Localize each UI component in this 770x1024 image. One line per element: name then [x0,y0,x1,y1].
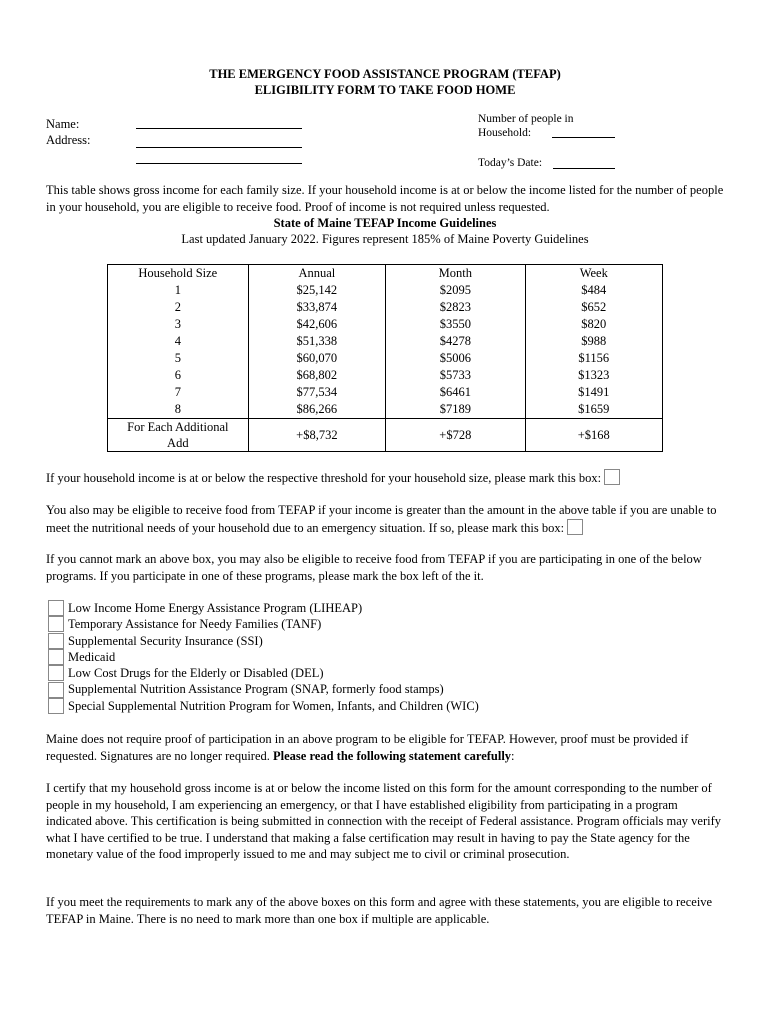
table-row [108,333,663,350]
proof-bold-text: Please read the following statement carefully [273,748,512,763]
table-header: Annual [248,265,385,283]
table-cell: +$728 [386,419,525,452]
list-item [48,616,728,632]
table-cell: 8 [108,401,249,419]
table-title: State of Maine TEFAP Income Guidelines [273,216,497,230]
certification-paragraph: I certify that my household gross income is at or below the income listed on this form for the amount corresponding to the number of people in my household, I am experiencing an emergency, or that I have established eligibility from participating in a program indicated above. This certification is being submitted in connection with the receipt of Federal assistance. Program officials may verify what I have certified to be true. I understand that making a false certification may result in having to pay the State agency for the monetary value of the food improperly issued to me and may subject me to civil or criminal prosecution. [46,781,722,861]
emergency-text: You also may be eligible to receive food from TEFAP if your income is greater than the amount in the above table if you are unable to meet the nutritional needs of your household due to an emergency situation. If so, please mark this box: [46,503,717,535]
program-checkbox-del[interactable] [48,665,64,681]
date-label: Today’s Date: [478,157,543,169]
table-header-row [108,265,663,283]
table-cell: +$168 [525,419,662,452]
program-checkbox-medicaid[interactable] [48,649,64,665]
table-cell: $4278 [386,333,525,350]
table-cell: $1156 [525,350,662,367]
name-label: Name: [46,117,80,131]
address-label: Address: [46,133,91,147]
program-checkbox-ssi[interactable] [48,633,64,649]
table-cell: $42,606 [248,316,385,333]
closing-paragraph: If you meet the requirements to mark any of the above boxes on this form and agree with these statements, you are eligible to receive TEFAP in Maine. There is no need to mark more than one box if multiple are applicable. [46,895,713,926]
table-subtitle: Last updated January 2022. Figures represent 185% of Maine Poverty Guidelines [181,232,589,246]
address-field-line2[interactable] [136,152,302,164]
table-row [108,384,663,401]
table-cell: $7189 [386,401,525,419]
program-label: Supplemental Nutrition Assistance Program (SNAP, formerly food stamps) [68,682,444,697]
table-cell: 6 [108,367,249,384]
emergency-statement [46,502,726,536]
table-cell: $1659 [525,401,662,419]
table-row [108,367,663,384]
table-cell: $820 [525,316,662,333]
table-cell: $51,338 [248,333,385,350]
table-cell: $1323 [525,367,662,384]
program-checkbox-snap[interactable] [48,682,64,698]
table-row [108,401,663,419]
list-item [48,698,728,714]
household-count-field[interactable] [552,126,615,138]
emergency-checkbox[interactable] [567,519,583,535]
table-cell: $2823 [386,299,525,316]
table-cell: $60,070 [248,350,385,367]
program-label: Low Income Home Energy Assistance Program (LIHEAP) [68,600,363,615]
table-cell: $25,142 [248,282,385,299]
form-title: THE EMERGENCY FOOD ASSISTANCE PROGRAM (TEFAP) [209,67,561,81]
table-cell: $68,802 [248,367,385,384]
proof-colon: : [511,748,515,763]
table-cell: $652 [525,299,662,316]
table-cell: $484 [525,282,662,299]
table-cell: $33,874 [248,299,385,316]
table-cell: 1 [108,282,249,299]
threshold-text: If your household income is at or below the respective threshold for your household size, please mark this box: [46,471,602,485]
table-row [108,350,663,367]
table-cell: 2 [108,299,249,316]
program-checkbox-liheap[interactable] [48,600,64,616]
programs-statement: If you cannot mark an above box, you may also be eligible to receive food from TEFAP if you are participating in one of the below programs. If you participate in one of these programs, please mark the box left of the it. [46,552,702,583]
table-cell: 7 [108,384,249,401]
table-cell: $77,534 [248,384,385,401]
address-field-line1[interactable] [136,136,302,148]
date-field[interactable] [553,157,615,169]
name-field[interactable] [136,117,302,129]
income-table [107,264,663,452]
program-list [48,600,728,714]
household-count-label: Number of people in [478,113,574,125]
table-cell: $6461 [386,384,525,401]
table-cell: 3 [108,316,249,333]
table-header: Week [525,265,662,283]
program-checkbox-wic[interactable] [48,698,64,714]
table-cell: $5006 [386,350,525,367]
intro-paragraph: This table shows gross income for each family size. If your household income is at or below the income listed for the number of people in your household, you are eligible to receive food. Proof of income is not required unless requested. [46,183,724,214]
table-row [108,299,663,316]
table-cell: For Each Additional Add [108,419,249,452]
threshold-statement [46,469,726,487]
list-item [48,681,728,697]
program-label: Supplemental Security Insurance (SSI) [68,633,263,648]
list-item [48,665,728,681]
table-cell: $988 [525,333,662,350]
program-checkbox-tanf[interactable] [48,616,64,632]
table-cell: $5733 [386,367,525,384]
proof-text: Maine does not require proof of participation in an above program to be eligible for TEFAP. However, proof must be provided if requested. Signatures are no longer required. [46,732,689,763]
program-label: Medicaid [68,649,116,664]
list-item [48,600,728,616]
table-cell: 4 [108,333,249,350]
table-cell: +$8,732 [248,419,385,452]
table-row [108,282,663,299]
table-header: Month [386,265,525,283]
table-cell: $2095 [386,282,525,299]
table-cell: $1491 [525,384,662,401]
table-cell: $86,266 [248,401,385,419]
list-item [48,649,728,665]
program-label: Temporary Assistance for Needy Families (TANF) [68,617,322,632]
table-row [108,316,663,333]
table-cell: 5 [108,350,249,367]
threshold-checkbox[interactable] [604,469,620,485]
program-label: Low Cost Drugs for the Elderly or Disabled (DEL) [68,666,324,681]
table-cell: $3550 [386,316,525,333]
form-subtitle: ELIGIBILITY FORM TO TAKE FOOD HOME [254,83,516,97]
table-row-additional [108,419,663,452]
list-item [48,633,728,649]
household-count-label-2: Household: [478,127,532,139]
program-label: Special Supplemental Nutrition Program for Women, Infants, and Children (WIC) [68,698,479,713]
table-header: Household Size [108,265,249,283]
proof-paragraph [46,731,726,764]
